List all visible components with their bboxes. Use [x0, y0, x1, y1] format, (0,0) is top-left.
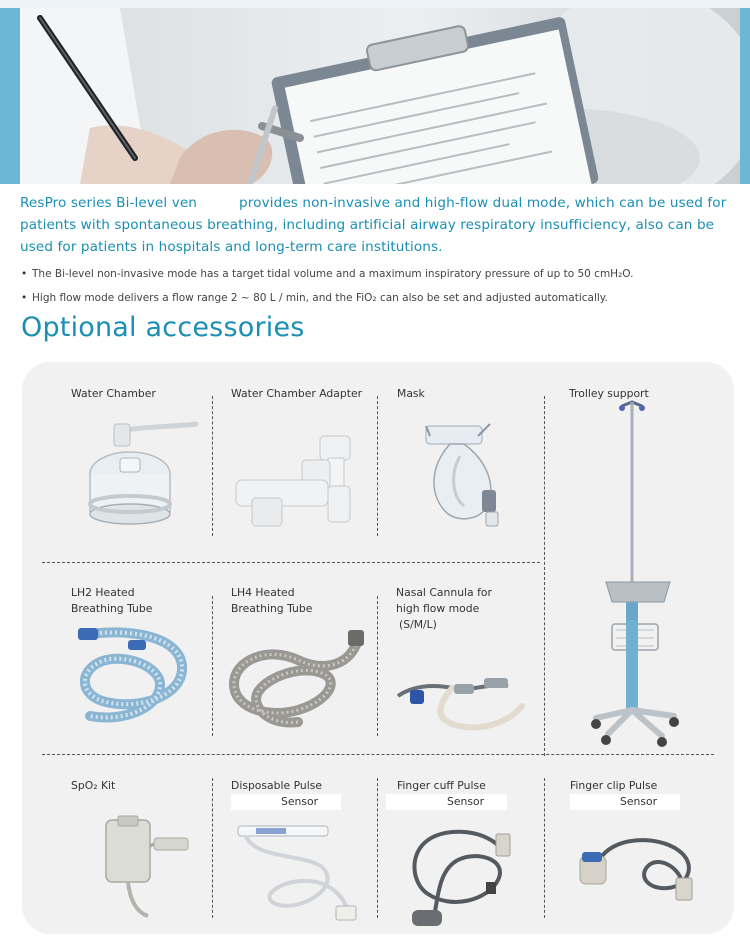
label-disposable-pulse-sensor: [231, 778, 341, 810]
label-line: (S/M/L): [399, 618, 437, 631]
lh2-breathing-tube-image: [70, 626, 200, 726]
mask-image: [420, 416, 510, 536]
divider-vertical: [212, 778, 213, 918]
divider-vertical: [377, 778, 378, 918]
divider-vertical: [377, 396, 378, 536]
accessories-panel: [22, 362, 734, 934]
bullet-item: [20, 266, 740, 282]
hero-right-band: [740, 8, 750, 184]
divider-vertical: [544, 396, 545, 756]
intro-rest: provides non-invasive and high-flow dual mode, which can be used for patients with spontaneous breathing, including artificial airway respiratory insufficiency, also can be used for patients in hospitals and long-term care institutions.: [20, 195, 727, 255]
label-line: LH2 Heated: [71, 586, 135, 599]
label-finger-clip-sensor: [570, 778, 680, 810]
label-line: Finger cuff Pulse: [397, 779, 486, 792]
label-line: Sensor: [570, 794, 680, 810]
bullet-dot-icon: •: [21, 292, 28, 304]
disposable-pulse-sensor-image: [236, 822, 366, 932]
section-title: Optional accessories: [21, 312, 305, 343]
hero-image-clipboard: [0, 8, 750, 184]
top-strip: [0, 0, 750, 8]
hero-illustration: [0, 8, 750, 184]
water-chamber-adapter-image: [232, 434, 362, 534]
label-line: Sensor: [231, 794, 341, 810]
lh4-breathing-tube-image: [228, 630, 368, 730]
label-water-chamber-adapter: Water Chamber Adapter: [231, 387, 363, 400]
label-spo2-kit: SpO₂ Kit: [71, 779, 116, 792]
label-line: LH4 Heated: [231, 586, 295, 599]
bullet-text: High flow mode delivers a flow range 2 ~ 80 L / min, and the FiO₂ can also be set and adjusted automatically.: [32, 292, 608, 304]
finger-clip-sensor-image: [578, 826, 718, 926]
water-chamber-image: [84, 416, 204, 526]
label-line: high flow mode: [396, 602, 480, 615]
divider-horizontal: [42, 754, 714, 755]
label-finger-cuff-sensor: [386, 778, 507, 810]
divider-horizontal: [42, 562, 540, 563]
label-line: Sensor: [386, 794, 507, 810]
feature-bullets: [20, 266, 740, 314]
intro-paragraph: [20, 192, 740, 258]
divider-vertical: [377, 596, 378, 736]
bullet-text: The Bi-level non-invasive mode has a target tidal volume and a maximum inspiratory pressure of up to 50 cmH₂O.: [32, 268, 634, 280]
label-line: Nasal Cannula for: [396, 586, 492, 599]
bullet-item: [20, 290, 740, 306]
bullet-dot-icon: •: [21, 268, 28, 280]
label-line: Disposable Pulse: [231, 779, 322, 792]
label-line: Finger clip Pulse: [570, 779, 658, 792]
label-trolley-support: Trolley support: [569, 387, 649, 400]
label-lh4-tube: [231, 585, 312, 617]
label-mask: Mask: [397, 387, 425, 400]
label-line: Breathing Tube: [71, 602, 153, 615]
label-nasal-cannula: [396, 585, 492, 633]
trolley-support-image: [582, 398, 692, 748]
spo2-kit-image: [100, 816, 210, 926]
label-water-chamber: Water Chamber: [71, 387, 156, 400]
intro-lead: ResPro series Bi-level ven: [20, 195, 198, 211]
finger-cuff-sensor-image: [398, 820, 538, 930]
label-line: Breathing Tube: [231, 602, 313, 615]
divider-vertical: [212, 596, 213, 736]
divider-vertical: [544, 778, 545, 918]
divider-vertical: [212, 396, 213, 536]
label-lh2-tube: [71, 585, 152, 617]
nasal-cannula-image: [392, 656, 532, 736]
